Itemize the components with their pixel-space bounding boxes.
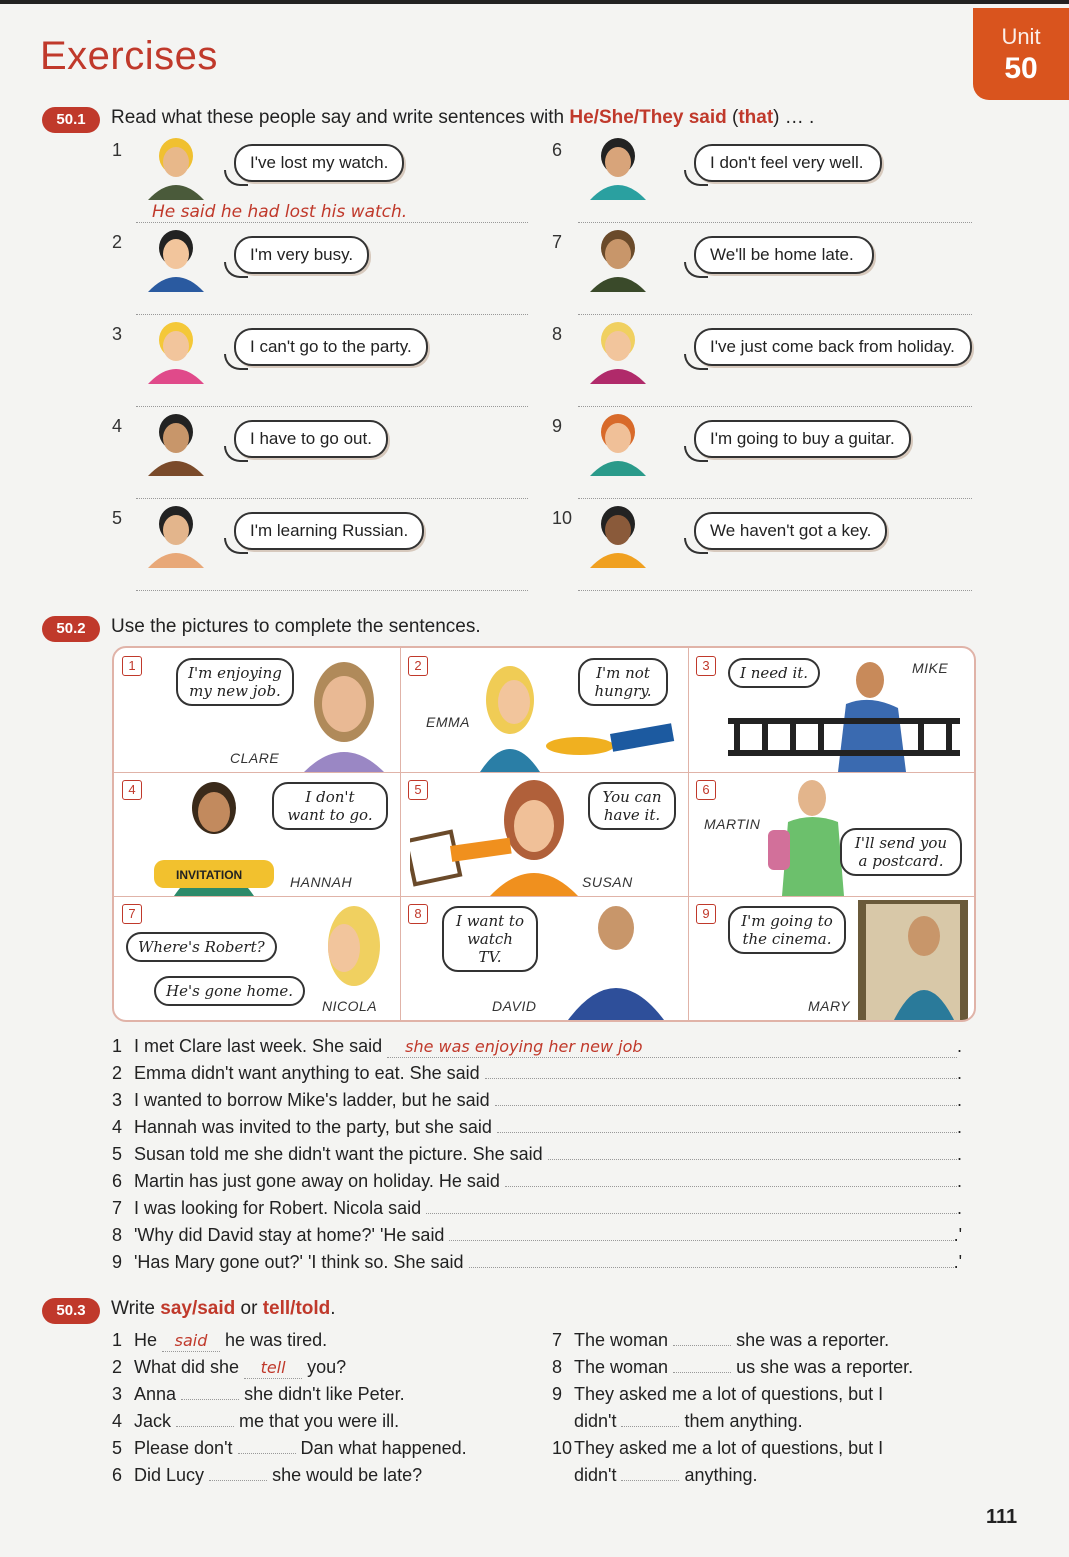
answer-line[interactable] [578,406,972,407]
answer-text: said [174,1331,208,1350]
bubble-tail [224,262,248,278]
picture-cell-9 [688,896,974,1020]
item-text: Jack [134,1411,172,1431]
speech-line: I want to [456,912,524,930]
speech-line: a postcard. [858,852,944,870]
sentence-row [112,1198,962,1219]
answer-blank[interactable] [485,1078,957,1079]
example-answer: He said he had lost his watch. [152,202,408,222]
item-text: us she was a reporter. [736,1357,914,1377]
sentence-text: 'Why did David stay at home?' 'He said [134,1225,445,1245]
speech-text: We'll be home late. [710,245,854,264]
picture-cell-3 [688,648,974,773]
bubble-tail [224,170,248,186]
answer-blank[interactable] [426,1213,957,1214]
sentence-number: 3 [112,1090,123,1110]
answer-blank[interactable] [244,1357,302,1379]
item-number: 8 [552,324,563,344]
top-rule [0,0,1069,4]
say-tell-row [552,1411,803,1432]
instruction-text: Write [111,1298,161,1319]
cell-number: 9 [696,904,716,924]
answer-blank[interactable] [162,1330,220,1352]
speech-line: the cinema. [742,930,832,948]
cell-number: 3 [696,656,716,676]
sentence-row [112,1144,962,1165]
bubble-tail [224,354,248,370]
speaker-illustration [136,504,216,568]
unit-tab [973,8,1069,100]
sentence-row [112,1252,962,1273]
cell-number: 7 [122,904,142,924]
item-number: 4 [112,1411,123,1431]
item-text: He [134,1330,158,1350]
say-tell-row [552,1465,758,1486]
person-name: MARY [808,998,850,1014]
answer-blank[interactable] [495,1105,957,1106]
answer-line[interactable] [578,498,972,499]
answer-blank[interactable] [449,1240,953,1241]
speech-bubble [840,828,962,876]
speaker-illustration [136,412,216,476]
sentence-number: 4 [112,1117,123,1137]
item-text: The woman [574,1357,669,1377]
item-number: 6 [552,140,563,160]
answer-line[interactable] [136,406,528,407]
answer-text: she was enjoying her new job [405,1037,643,1056]
speech-bubble [234,420,388,458]
speech-text: I can't go to the party. [250,337,412,356]
sentence-number: 7 [112,1198,123,1218]
say-tell-row [112,1330,327,1352]
item-number: 9 [552,416,563,436]
answer-line[interactable] [578,590,972,591]
answer-line[interactable] [578,222,972,223]
say-tell-row [112,1384,405,1405]
picture-cell-7 [114,896,401,1020]
cell-number: 6 [696,780,716,800]
answer-blank[interactable] [181,1399,239,1400]
sentence-end: . [956,1063,962,1083]
sentence-text: 'Has Mary gone out?' 'I think so. She said [134,1252,464,1272]
sentence-row [112,1063,962,1084]
person-name: EMMA [426,714,470,730]
cell-number: 1 [122,656,142,676]
exercise-badge-50-3: 50.3 [42,1298,100,1324]
nicola-illustration [310,902,390,1012]
speech-text: I don't feel very well. [710,153,864,172]
answer-blank[interactable] [497,1132,957,1133]
say-tell-row [552,1357,913,1378]
person-name: CLARE [230,750,280,766]
speech-line: I'll send you [854,834,948,852]
say-tell-row [552,1330,889,1351]
sentence-end: . [956,1090,962,1110]
picture-cell-8 [400,896,689,1020]
speech-bubble [694,420,911,458]
say-tell-row [112,1465,422,1486]
sentence-end: . [956,1144,962,1164]
sentence-end: . [956,1117,962,1137]
speech-bubble [694,512,887,550]
sentence-text: Susan told me she didn't want the picture. She said [134,1144,543,1164]
speech-bubble [694,328,972,366]
speech-bubble [234,144,404,182]
item-text: Anna [134,1384,177,1404]
speaker-illustration [136,136,216,200]
sentence-end: . [956,1036,962,1056]
sentence-end: . [956,1198,962,1218]
picture-panel [112,646,976,1022]
speech-text: We haven't got a key. [710,521,872,540]
item-text: anything. [684,1465,758,1485]
speech-bubble [728,906,846,954]
answer-blank[interactable] [505,1186,957,1187]
speech-line: You can [602,788,662,806]
item-text: Please don't [134,1438,233,1458]
bubble-tail [684,446,708,462]
speech-line: have it. [603,806,661,824]
susan-illustration [410,776,610,896]
exercise-badge-50-1: 50.1 [42,107,100,133]
speech-text: I'm learning Russian. [250,521,409,540]
item-number: 4 [112,416,123,436]
sentence-end: . [956,1171,962,1191]
item-number: 3 [112,324,123,344]
unit-label: Unit [1001,24,1041,49]
speech-bubble [578,658,668,706]
picture-cell-1 [114,648,401,773]
sentence-number: 1 [112,1036,123,1056]
sentence-number: 8 [112,1225,123,1245]
speech-line: I don't [305,788,355,806]
bubble-tail [224,446,248,462]
answer-blank[interactable] [673,1372,731,1373]
answer-line[interactable] [578,314,972,315]
item-text: Dan what happened. [300,1438,467,1458]
instruction-text: ( [726,107,739,128]
speech-bubble [442,906,538,972]
item-text: he was tired. [225,1330,328,1350]
instruction-highlight: He/She/They said [569,107,727,128]
item-text: she would be late? [272,1465,423,1485]
instruction-highlight: tell/told [262,1298,331,1319]
speaker-illustration [578,136,658,200]
item-number: 5 [112,508,123,528]
item-text: They asked me a lot of questions, but I [574,1384,884,1404]
speech-text: I'm going to buy a guitar. [710,429,895,448]
answer-text: tell [260,1358,286,1377]
bubble-tail [684,170,708,186]
answer-blank[interactable] [209,1480,267,1481]
speech-line: want to go. [287,806,373,824]
person-name: SUSAN [582,874,633,890]
item-number: 10 [552,1438,573,1458]
speech-line: hungry. [594,682,652,700]
item-number: 10 [552,508,573,528]
instruction-text: . [330,1298,336,1319]
speech-line: I'm going to [741,912,833,930]
speaker-illustration [578,412,658,476]
page-number: 111 [986,1506,1018,1528]
say-tell-row [112,1411,399,1432]
picture-cell-2 [400,648,689,773]
sentence-number: 5 [112,1144,123,1164]
speech-line: I'm enjoying [188,664,282,682]
speech-text: I'm very busy. [250,245,354,264]
bubble-tail [684,354,708,370]
item-number: 1 [112,140,123,160]
answer-line[interactable] [136,222,528,223]
speech-text: I've lost my watch. [250,153,389,172]
mary-illustration [858,900,968,1020]
sentence-end: .' [953,1225,962,1245]
exercise-instruction-50-1 [111,107,814,129]
sentence-text: I wanted to borrow Mike's ladder, but he said [134,1090,490,1110]
person-name: HANNAH [290,874,353,890]
person-name: MIKE [912,660,949,676]
answer-blank[interactable] [621,1426,679,1427]
item-text: she was a reporter. [736,1330,890,1350]
instruction-text: ) … . [773,107,815,128]
picture-cell-4 [114,772,401,897]
answer-line[interactable] [136,498,528,499]
unit-number: 50 [1004,52,1038,85]
item-number: 2 [112,232,123,252]
sentence-row [112,1036,962,1058]
speech-bubble: He's gone home. [154,976,305,1006]
answer-blank[interactable] [673,1345,731,1346]
answer-blank[interactable] [238,1453,296,1454]
item-text: The woman [574,1330,669,1350]
cell-number: 5 [408,780,428,800]
item-text: you? [307,1357,347,1377]
item-text: What did she [134,1357,240,1377]
david-illustration [560,900,670,1020]
item-number: 8 [552,1357,563,1377]
say-tell-row [112,1357,346,1379]
instruction-highlight: that [738,107,774,128]
sentence-text: I was looking for Robert. Nicola said [134,1198,422,1218]
exercise-instruction-50-3 [111,1298,336,1320]
speech-bubble [694,236,874,274]
speech-bubble [694,144,882,182]
speech-bubble [234,512,424,550]
speech-bubble [234,328,428,366]
speaker-illustration [578,320,658,384]
sentence-end: .' [953,1252,962,1272]
sentence-text: Emma didn't want anything to eat. She said [134,1063,480,1083]
speech-text: I've just come back from holiday. [710,337,955,356]
item-text: didn't [574,1465,617,1485]
speech-line: I'm not [596,664,650,682]
instruction-text: or [235,1298,263,1319]
answer-line[interactable] [136,590,528,591]
sentence-number: 9 [112,1252,123,1272]
sentence-row [112,1117,962,1138]
item-number: 6 [112,1465,123,1485]
picture-cell-6 [688,772,974,897]
answer-blank[interactable] [387,1036,957,1058]
sentence-text: Martin has just gone away on holiday. He said [134,1171,500,1191]
clare-illustration [294,652,394,772]
item-text: them anything. [684,1411,803,1431]
sentence-row [112,1225,962,1246]
sentence-text: I met Clare last week. She said [134,1036,383,1056]
answer-line[interactable] [136,314,528,315]
speech-bubble [176,658,294,706]
speech-line: watch TV. [467,930,513,966]
item-text: me that you were ill. [239,1411,400,1431]
instruction-text: Read what these people say and write sentences with [111,107,570,128]
sentence-number: 6 [112,1171,123,1191]
speaker-illustration [136,228,216,292]
picture-cell-5 [400,772,689,897]
person-name: NICOLA [322,998,378,1014]
mike-ladder-illustration [728,654,968,772]
speech-bubble [234,236,369,274]
answer-blank[interactable] [469,1267,954,1268]
item-number: 7 [552,1330,563,1350]
person-name: DAVID [492,998,537,1014]
item-number: 1 [112,1330,123,1350]
speaker-illustration [578,504,658,568]
speaker-illustration [578,228,658,292]
sentence-text: Hannah was invited to the party, but she said [134,1117,492,1137]
say-tell-row [112,1438,467,1459]
invitation-sign: INVITATION [176,868,243,882]
speech-line: my new job. [189,682,281,700]
item-text: They asked me a lot of questions, but I [574,1438,884,1458]
speaker-illustration [136,320,216,384]
item-text: didn't [574,1411,617,1431]
speech-text: I have to go out. [250,429,372,448]
bubble-tail [224,538,248,554]
sentence-number: 2 [112,1063,123,1083]
sentence-row [112,1171,962,1192]
speech-bubble: Where's Robert? [126,932,277,962]
answer-blank[interactable] [621,1480,679,1481]
bubble-tail [684,262,708,278]
cell-number: 4 [122,780,142,800]
speech-bubble: I need it. [728,658,820,688]
speech-bubble [272,782,388,830]
item-number: 3 [112,1384,123,1404]
answer-blank[interactable] [176,1426,234,1427]
person-name: MARTIN [704,816,761,832]
bubble-tail [684,538,708,554]
cell-number: 2 [408,656,428,676]
item-number: 7 [552,232,563,252]
exercise-instruction-50-2: Use the pictures to complete the sentences. [111,616,481,637]
cell-number: 8 [408,904,428,924]
sentence-row [112,1090,962,1111]
instruction-highlight: say/said [160,1298,236,1319]
say-tell-row [552,1438,883,1459]
item-text: Did Lucy [134,1465,205,1485]
item-text: she didn't like Peter. [244,1384,405,1404]
exercise-badge-50-2: 50.2 [42,616,100,642]
page-title: Exercises [40,34,218,78]
speech-bubble [588,782,676,830]
item-number: 2 [112,1357,123,1377]
item-number: 9 [552,1384,563,1404]
say-tell-row [552,1384,883,1405]
answer-blank[interactable] [548,1159,957,1160]
item-number: 5 [112,1438,123,1458]
